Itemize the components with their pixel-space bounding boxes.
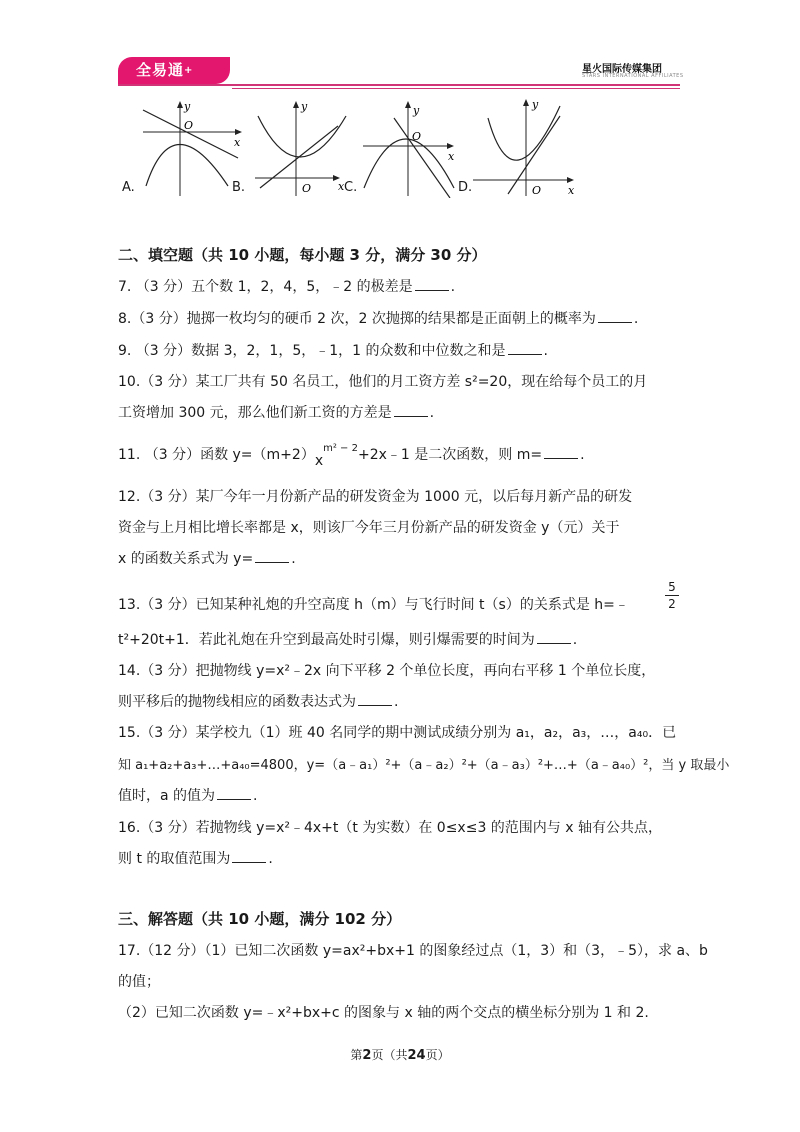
question-11-end: . bbox=[580, 447, 585, 463]
graph-b-y-label: y bbox=[301, 100, 308, 113]
question-14-end: . bbox=[394, 694, 399, 710]
question-15-line-1: 15.（3 分）某学校九（1）班 40 名同学的期中测试成绩分别为 a₁，a₂，a₃，…，a₄₀．已 bbox=[118, 725, 677, 741]
question-15-text: 值时，a 的值为 bbox=[118, 788, 216, 804]
answer-blank bbox=[217, 787, 251, 800]
question-8-text: 8.（3 分）抛掷一枚均匀的硬币 2 次，2 次抛掷的结果都是正面朝上的概率为 bbox=[118, 311, 596, 327]
question-13-end: . bbox=[572, 632, 578, 648]
question-8-end: . bbox=[633, 311, 639, 327]
graph-label-c: C. bbox=[344, 180, 358, 195]
question-16-line-1: 16.（3 分）若抛物线 y=x²﹣4x+t（t 为实数）在 0≤x≤3 的范围内与 x 轴有公共点， bbox=[118, 820, 662, 836]
graph-d-plot bbox=[468, 98, 588, 198]
answer-blank bbox=[508, 342, 542, 355]
question-11-exponent: m² − 2 bbox=[323, 443, 358, 454]
question-14-line-1: 14.（3 分）把抛物线 y=x²﹣2x 向下平移 2 个单位长度，再向右平移 1 个单位长度， bbox=[118, 663, 656, 679]
question-7 bbox=[118, 276, 455, 296]
graph-a-y-label: y bbox=[184, 100, 191, 113]
logo-plus: + bbox=[184, 65, 194, 76]
graph-d-y-label: y bbox=[532, 98, 539, 111]
fraction-bar bbox=[665, 595, 679, 596]
section-3-title: 三、解答题（共 10 小题，满分 102 分） bbox=[118, 910, 402, 928]
question-11-text-2: +2x﹣1 是二次函数，则 m= bbox=[357, 447, 543, 463]
answer-blank bbox=[544, 446, 578, 459]
question-10-end: . bbox=[429, 405, 435, 421]
section-2-title: 二、填空题（共 10 小题，每小题 3 分，满分 30 分） bbox=[118, 246, 487, 264]
graph-d-origin: O bbox=[532, 184, 542, 197]
fraction-denominator: 2 bbox=[668, 597, 676, 611]
question-11-base: x bbox=[314, 453, 324, 469]
question-13-line-1: 13.（3 分）已知某种礼炮的升空高度 h（m）与飞行时间 t（s）的关系式是 h=﹣ bbox=[118, 597, 629, 613]
fraction bbox=[665, 580, 679, 611]
graph-c-y-label: y bbox=[413, 104, 420, 117]
answer-blank bbox=[394, 404, 428, 417]
graph-b-origin: O bbox=[302, 182, 312, 195]
question-10-line-2 bbox=[118, 402, 434, 422]
logo bbox=[118, 57, 230, 84]
question-15-end: . bbox=[253, 788, 258, 804]
page-total: 24 bbox=[407, 1048, 426, 1063]
graph-c-origin: O bbox=[412, 130, 422, 143]
question-14-text: 则平移后的抛物线相应的函数表达式为 bbox=[118, 694, 356, 710]
question-13-line-2 bbox=[118, 629, 577, 649]
graph-a-x-label: x bbox=[234, 136, 241, 149]
answer-blank bbox=[358, 693, 392, 706]
question-15-line-3 bbox=[118, 785, 257, 805]
page-footer bbox=[0, 1046, 800, 1063]
question-16-text: 则 t 的取值范围为 bbox=[118, 851, 231, 867]
answer-blank bbox=[415, 278, 449, 291]
graph-label-b: B. bbox=[232, 180, 246, 195]
question-17-line-2: 的值； bbox=[118, 974, 160, 990]
header-rule-thin bbox=[232, 88, 680, 89]
question-17-line-1: 17.（12 分）（1）已知二次函数 y=ax²+bx+1 的图象经过点（1，3）和（3，﹣5），求 a、b bbox=[118, 943, 708, 959]
brand-name: 星火国际传媒集团 bbox=[582, 64, 662, 75]
answer-blank bbox=[537, 631, 571, 644]
question-12-line-3 bbox=[118, 548, 296, 568]
question-10-text: 工资增加 300 元，那么他们新工资的方差是 bbox=[118, 405, 392, 421]
question-9-text: 9. （3 分）数据 3，2，1，5，﹣1，1 的众数和中位数之和是 bbox=[118, 343, 506, 359]
graph-options bbox=[118, 98, 588, 198]
graph-c-x-label: x bbox=[448, 150, 455, 163]
footer-mid: 页（共 bbox=[371, 1048, 408, 1062]
graph-label-d: D. bbox=[458, 180, 473, 195]
graph-a-origin: O bbox=[184, 119, 194, 132]
graph-label-a: A. bbox=[122, 180, 135, 195]
page-number: 2 bbox=[362, 1048, 372, 1063]
graph-d-x-label: x bbox=[568, 184, 575, 197]
logo-text: 全易通 bbox=[136, 61, 185, 79]
answer-blank bbox=[232, 850, 266, 863]
answer-blank bbox=[598, 310, 632, 323]
question-11-text: 11. （3 分）函数 y=（m+2） bbox=[118, 447, 315, 463]
footer-post: 页） bbox=[425, 1048, 450, 1062]
question-10-line-1: 10.（3 分）某工厂共有 50 名员工，他们的月工资方差 s²=20，现在给每个员工的月 bbox=[118, 374, 648, 390]
question-9-end: . bbox=[543, 343, 548, 359]
question-16-line-2 bbox=[118, 848, 273, 868]
question-14-line-2 bbox=[118, 691, 398, 711]
graph-b-x-label: x bbox=[338, 180, 345, 193]
question-7-text: 7. （3 分）五个数 1，2，4，5，﹣2 的极差是 bbox=[118, 279, 413, 295]
graph-c-plot bbox=[358, 98, 468, 198]
question-7-end: . bbox=[450, 279, 456, 295]
question-9 bbox=[118, 340, 548, 360]
footer-pre: 第 bbox=[350, 1048, 363, 1062]
question-12-text: x 的函数关系式为 y= bbox=[118, 551, 254, 567]
answer-blank bbox=[255, 550, 289, 563]
fraction-numerator: 5 bbox=[668, 580, 676, 594]
question-13-text: t²+20t+1．若此礼炮在升空到最高处时引爆，则引爆需要的时间为 bbox=[118, 632, 535, 648]
question-12-end: . bbox=[291, 551, 296, 567]
question-11 bbox=[118, 443, 585, 469]
header-rule bbox=[118, 84, 680, 86]
question-17-line-3: （2）已知二次函数 y=﹣x²+bx+c 的图象与 x 轴的两个交点的横坐标分别为 1 和 2. bbox=[118, 1005, 649, 1021]
brand-subtitle: STARS INTERNATIONAL AFFILIATES bbox=[582, 73, 684, 79]
question-16-end: . bbox=[268, 851, 273, 867]
page-header bbox=[0, 0, 800, 90]
question-12-line-1: 12.（3 分）某厂今年一月份新产品的研发资金为 1000 元，以后每月新产品的研发 bbox=[118, 489, 633, 505]
question-8 bbox=[118, 308, 638, 328]
question-15-line-2: 知 a₁+a₂+a₃+…+a₄₀=4800，y=（a﹣a₁）²+（a﹣a₂）²+（a﹣a₃）²+…+（a﹣a₄₀）²，当 y 取最小 bbox=[118, 758, 730, 773]
question-12-line-2: 资金与上月相比增长率都是 x，则该厂今年三月份新产品的研发资金 y（元）关于 bbox=[118, 520, 620, 536]
